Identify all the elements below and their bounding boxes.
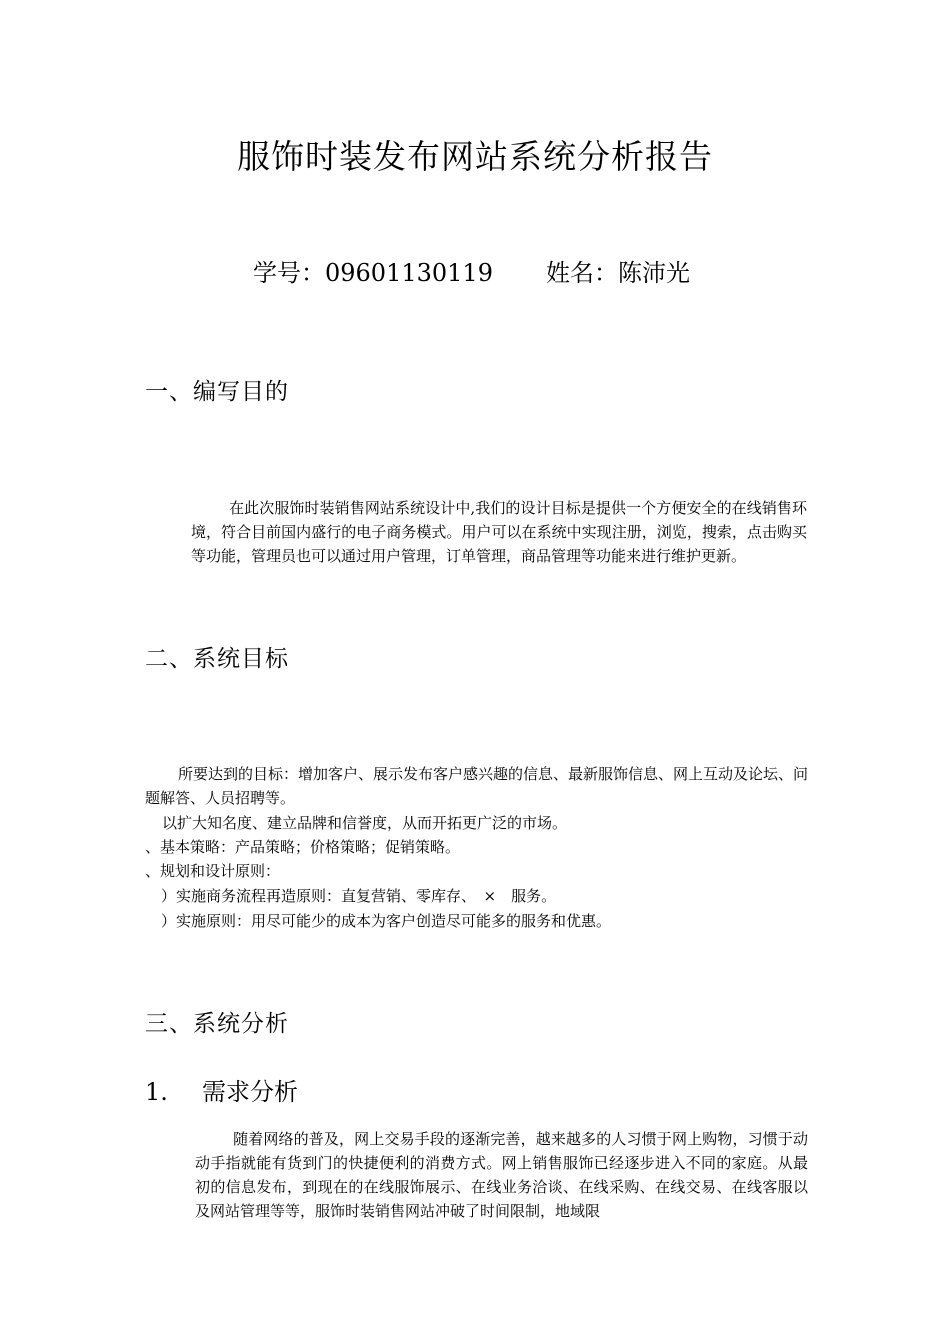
subsection-title: 需求分析 [202, 1078, 298, 1106]
subsection-number: 1. [145, 1078, 168, 1106]
section-heading-analysis: 三、系统分析 [145, 1011, 289, 1037]
paragraph-text: 在此次服饰时装销售网站系统设计中,我们的设计目标是提供一个方便安全的在线销售环境，符合目前国内盛行的电子商务模式。用户可以在系统中实现注册，浏览，搜索，点击购买等功能，管理员也可以通过用户管理，订单管理，商品管理等功能来进行维护更新。 [191, 499, 807, 565]
subsection-heading-requirements [145, 1075, 298, 1109]
author-info [0, 255, 950, 291]
subsection-paragraph-requirements [195, 1127, 808, 1223]
paragraph-text: 所要达到的目标：增加客户、展示发布客户感兴趣的信息、最新服饰信息、网上互动及论坛、问题解答、人员招聘等。 [145, 765, 809, 807]
paragraph-text: 随着网络的普及，网上交易手段的逐渐完善，越来越多的人习惯于网上购物，习惯于动动手指就能有货到门的快捷便利的消费方式。网上销售服饰已经逐步进入不同的家庭。从最初的信息发布，到现在的在线服饰展示、在线业务洽谈、在线采购、在线交易、在线客服以及网站管理等等，服饰时装销售网站冲破了时间限制，地域限 [195, 1130, 808, 1220]
student-name: 姓名：陈沛光 [546, 259, 690, 287]
goal-line: ）实施原则：用尽可能少的成本为客户创造尽可能多的服务和优惠。 [161, 912, 612, 930]
section-heading-goals: 二、系统目标 [145, 646, 289, 672]
goal-line: ）实施商务流程再造原则：直复营销、零库存、 × 服务。 [161, 887, 557, 905]
student-id: 学号：09601130119 [253, 259, 493, 287]
goal-line: 以扩大知名度、建立品牌和信誉度，从而开拓更广泛的市场。 [162, 814, 568, 832]
section-heading-purpose: 一、编写目的 [145, 379, 289, 405]
goal-line: 、规划和设计原则： [145, 862, 281, 880]
goal-line: 、基本策略：产品策略；价格策略；促销策略。 [145, 838, 461, 856]
section-paragraph-goals [145, 762, 808, 810]
section-paragraph-purpose [191, 496, 807, 568]
page-title: 服饰时装发布网站系统分析报告 [237, 137, 713, 176]
